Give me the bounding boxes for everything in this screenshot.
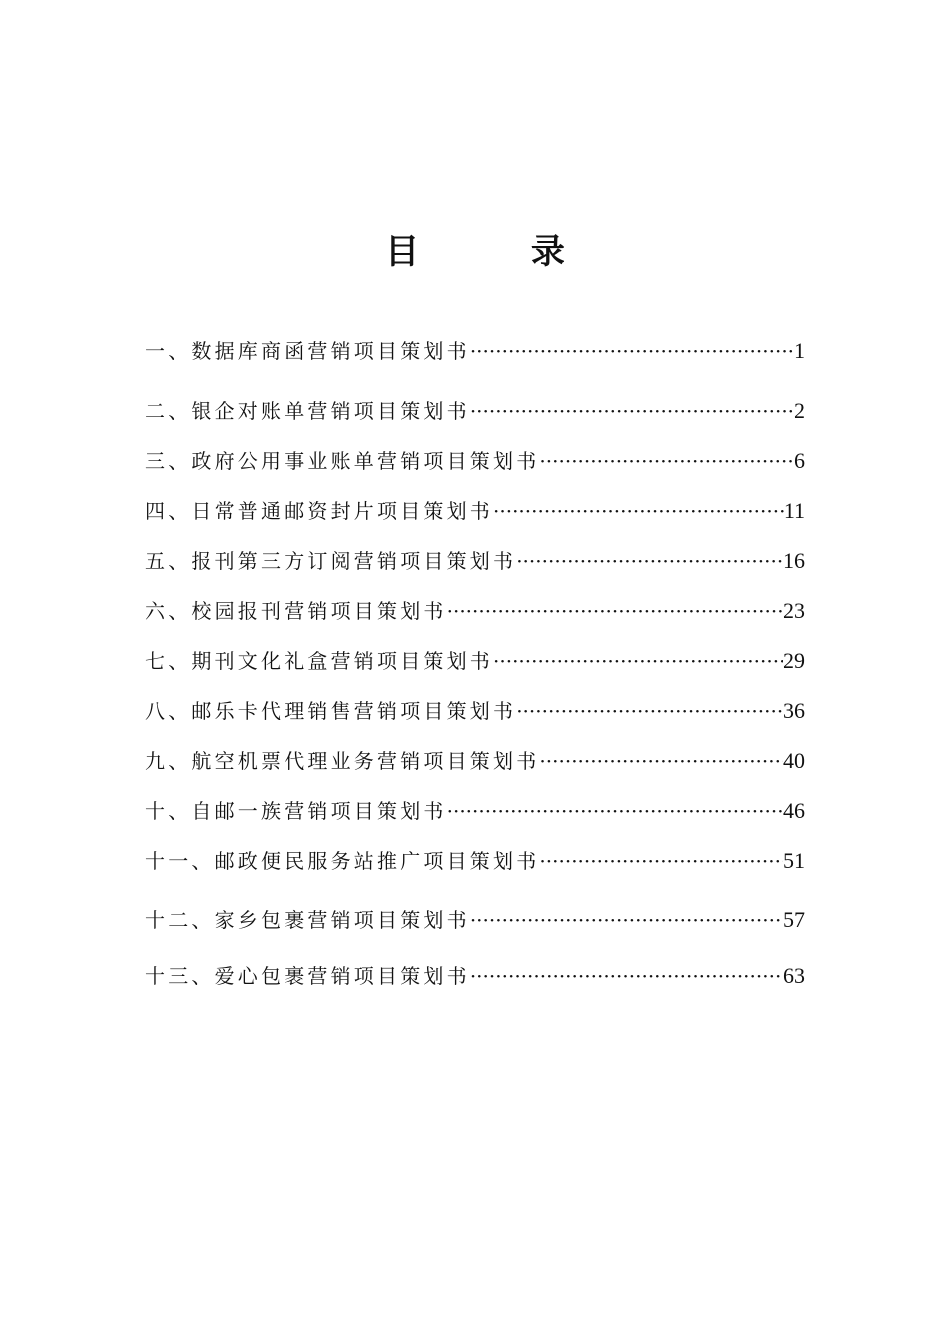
toc-entry-label: 九、航空机票代理业务营销项目策划书 [145,749,540,773]
toc-dot-leader [539,846,783,876]
toc-entry[interactable] [145,496,805,526]
toc-dot-leader [447,796,783,826]
toc-entry-page: 51 [783,848,805,873]
toc-dot-leader [470,905,783,935]
toc-dot-leader [470,396,794,426]
toc-entry-page: 16 [783,548,805,573]
toc-entry-page: 11 [783,498,805,523]
toc-dot-leader [539,446,794,476]
toc-entry-page: 29 [783,648,805,673]
toc-entry[interactable] [145,796,805,826]
toc-entry-label: 十一、邮政便民服务站推广项目策划书 [145,849,540,873]
toc-entry[interactable] [145,546,805,576]
toc-entry[interactable] [145,696,805,726]
toc-dot-leader [493,496,784,526]
toc-entry-page: 1 [794,338,805,363]
toc-entry[interactable] [145,446,805,476]
toc-entry-label: 八、邮乐卡代理销售营销项目策划书 [145,699,517,723]
toc-entry-page: 40 [783,748,805,773]
toc-entry-label: 三、政府公用事业账单营销项目策划书 [145,449,540,473]
toc-dot-leader [539,746,783,776]
toc-entry-page: 36 [783,698,805,723]
toc-entry[interactable] [145,396,805,426]
toc-entry-label: 十二、家乡包裹营销项目策划书 [145,908,470,932]
toc-title: 目 录 [385,232,615,272]
toc-entry-page: 6 [794,448,805,473]
toc-dot-leader [470,961,783,991]
toc-entry[interactable] [145,905,805,935]
toc-entry[interactable] [145,961,805,991]
toc-entry-page: 46 [783,798,805,823]
toc-entry-page: 57 [783,907,805,932]
toc-entry[interactable] [145,336,805,366]
toc-dot-leader [516,546,783,576]
toc-dot-leader [447,596,783,626]
toc-dot-leader [470,336,794,366]
toc-entry[interactable] [145,846,805,876]
toc-entry[interactable] [145,596,805,626]
toc-entry-page: 63 [783,963,805,988]
toc-entry-label: 十三、爱心包裹营销项目策划书 [145,964,470,988]
toc-entry[interactable] [145,646,805,676]
toc-entry-page: 2 [794,398,805,423]
toc-entry-label: 四、日常普通邮资封片项目策划书 [145,499,493,523]
toc-entry-label: 十、自邮一族营销项目策划书 [145,799,447,823]
toc-dot-leader [493,646,783,676]
toc-entry-label: 七、期刊文化礼盒营销项目策划书 [145,649,493,673]
toc-entry[interactable] [145,746,805,776]
toc-entry-label: 六、校园报刊营销项目策划书 [145,599,447,623]
toc-entry-label: 二、银企对账单营销项目策划书 [145,399,470,423]
toc-entry-label: 五、报刊第三方订阅营销项目策划书 [145,549,517,573]
toc-entry-label: 一、数据库商函营销项目策划书 [145,339,470,363]
toc-entry-page: 23 [783,598,805,623]
toc-dot-leader [516,696,783,726]
